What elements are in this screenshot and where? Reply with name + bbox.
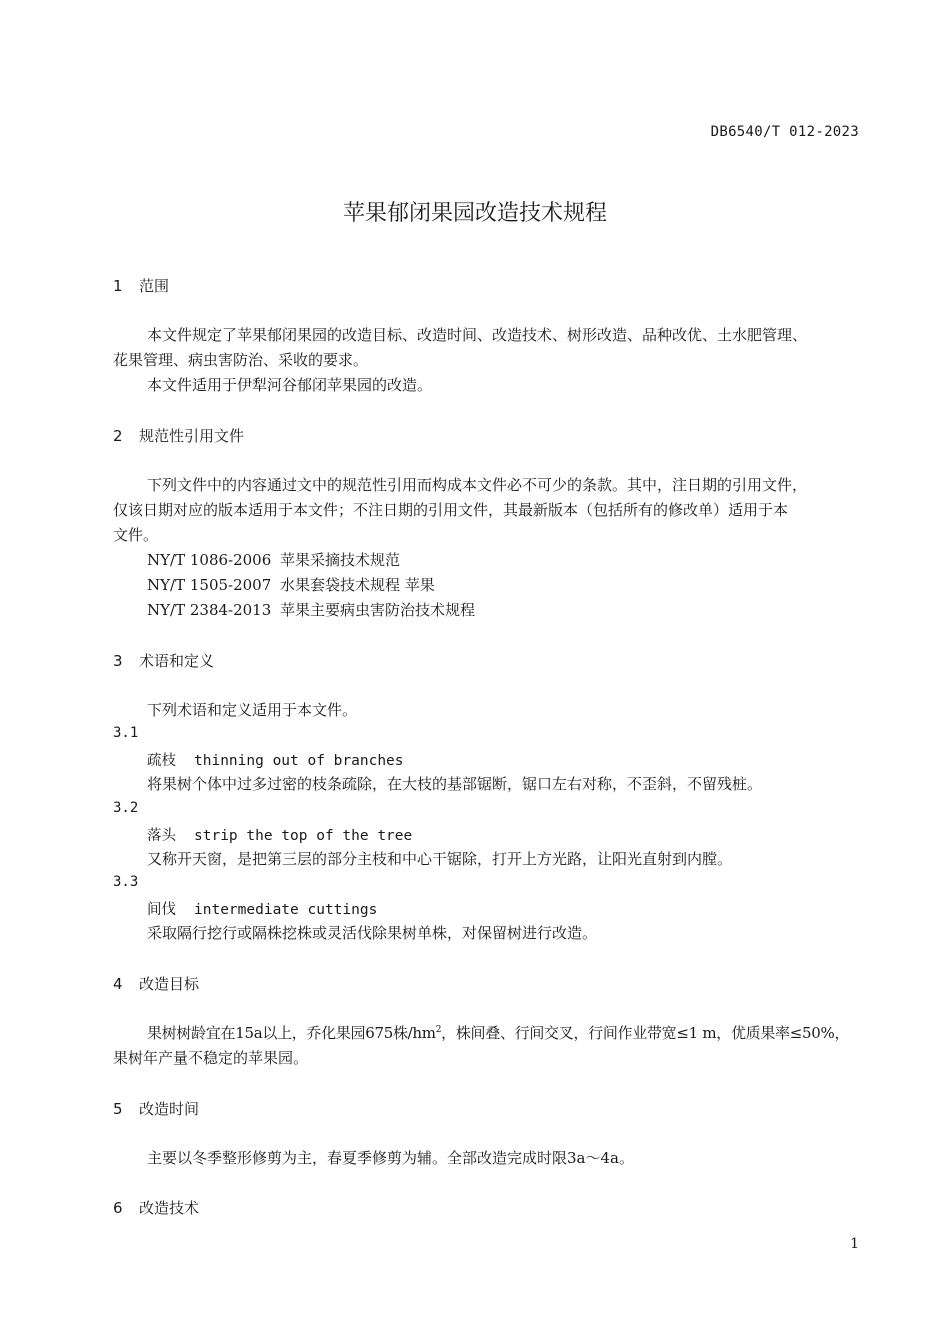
section-title: 改造时间 — [139, 1100, 200, 1118]
term-english: strip the top of the tree — [194, 828, 413, 844]
term-chinese: 间伐 — [147, 902, 176, 918]
section-title: 改造技术 — [139, 1199, 200, 1217]
section-title: 改造目标 — [139, 975, 200, 993]
term-chinese: 落头 — [147, 828, 176, 844]
term-definition: 采取隔行挖行或隔株挖株或灵活伐除果树单株，对保留树进行改造。 — [147, 924, 598, 942]
subsection-number: 3.1 — [113, 725, 139, 741]
section-6-heading — [113, 1197, 199, 1218]
paragraph-line: 本文件规定了苹果郁闭果园的改造目标、改造时间、改造技术、树形改造、品种改优、土水肥管理、 — [147, 326, 808, 344]
section-1-heading — [113, 275, 169, 296]
superscript: 2 — [435, 1025, 442, 1035]
section-title: 规范性引用文件 — [139, 427, 245, 445]
term-english: thinning out of branches — [194, 753, 404, 769]
term-definition: 又称开天窗，是把第三层的部分主枝和中心干锯除，打开上方光路，让阳光直射到内膛。 — [147, 850, 733, 868]
section-number: 1 — [113, 277, 123, 295]
section-3-heading — [113, 650, 214, 671]
reference-title: 苹果采摘技术规范 — [280, 551, 401, 569]
reference-title: 苹果主要病虫害防治技术规程 — [280, 601, 476, 619]
document-title: 苹果郁闭果园改造技术规程 — [342, 201, 607, 226]
term-chinese: 疏枝 — [147, 753, 176, 769]
paragraph-line: 下列术语和定义适用于本文件。 — [147, 701, 358, 719]
subsection-number: 3.3 — [113, 874, 139, 890]
reference-item — [147, 574, 435, 595]
reference-code: NY/T 1086-2006 — [147, 551, 272, 569]
text-segment: 果树树龄宜在15a以上，乔化果园675株/hm — [147, 1024, 436, 1042]
reference-code: NY/T 2384-2013 — [147, 601, 272, 619]
term-entry — [147, 824, 412, 845]
reference-item — [147, 599, 475, 620]
section-number: 4 — [113, 975, 123, 993]
section-number: 5 — [113, 1100, 123, 1118]
paragraph-line — [147, 1022, 849, 1043]
subsection-number: 3.2 — [113, 800, 139, 816]
document-number: DB6540/T 012-2023 — [710, 124, 859, 140]
term-entry — [147, 749, 404, 770]
paragraph-line: 花果管理、病虫害防治、采收的要求。 — [113, 351, 369, 369]
page-number: 1 — [850, 1236, 859, 1252]
term-english: intermediate cuttings — [194, 902, 378, 918]
reference-code: NY/T 1505-2007 — [147, 576, 272, 594]
section-number: 6 — [113, 1199, 123, 1217]
section-number: 3 — [113, 652, 123, 670]
section-title: 术语和定义 — [139, 652, 215, 670]
paragraph-line: 文件。 — [113, 526, 159, 544]
paragraph-line: 仅该日期对应的版本适用于本文件；不注日期的引用文件，其最新版本（包括所有的修改单）适用于本 — [113, 501, 789, 519]
section-2-heading — [113, 425, 244, 446]
text-segment: ，株间叠、行间交叉，行间作业带宽≤1 m，优质果率≤50%， — [441, 1024, 850, 1042]
paragraph-line: 本文件适用于伊犁河谷郁闭苹果园的改造。 — [147, 376, 433, 394]
section-number: 2 — [113, 427, 123, 445]
section-title: 范围 — [139, 277, 170, 295]
reference-item — [147, 549, 400, 570]
section-5-heading — [113, 1098, 199, 1119]
paragraph-line: 果树年产量不稳定的苹果园。 — [113, 1049, 309, 1067]
term-entry — [147, 898, 377, 919]
section-4-heading — [113, 973, 199, 994]
paragraph-line: 下列文件中的内容通过文中的规范性引用而构成本文件必不可少的条款。其中，注日期的引用文件， — [147, 476, 808, 494]
term-definition: 将果树个体中过多过密的枝条疏除，在大枝的基部锯断，锯口左右对称，不歪斜，不留残桩。 — [147, 775, 763, 793]
reference-title: 水果套袋技术规程 苹果 — [280, 576, 435, 594]
paragraph-line: 主要以冬季整形修剪为主，春夏季修剪为辅。全部改造完成时限3a～4a。 — [147, 1149, 634, 1167]
